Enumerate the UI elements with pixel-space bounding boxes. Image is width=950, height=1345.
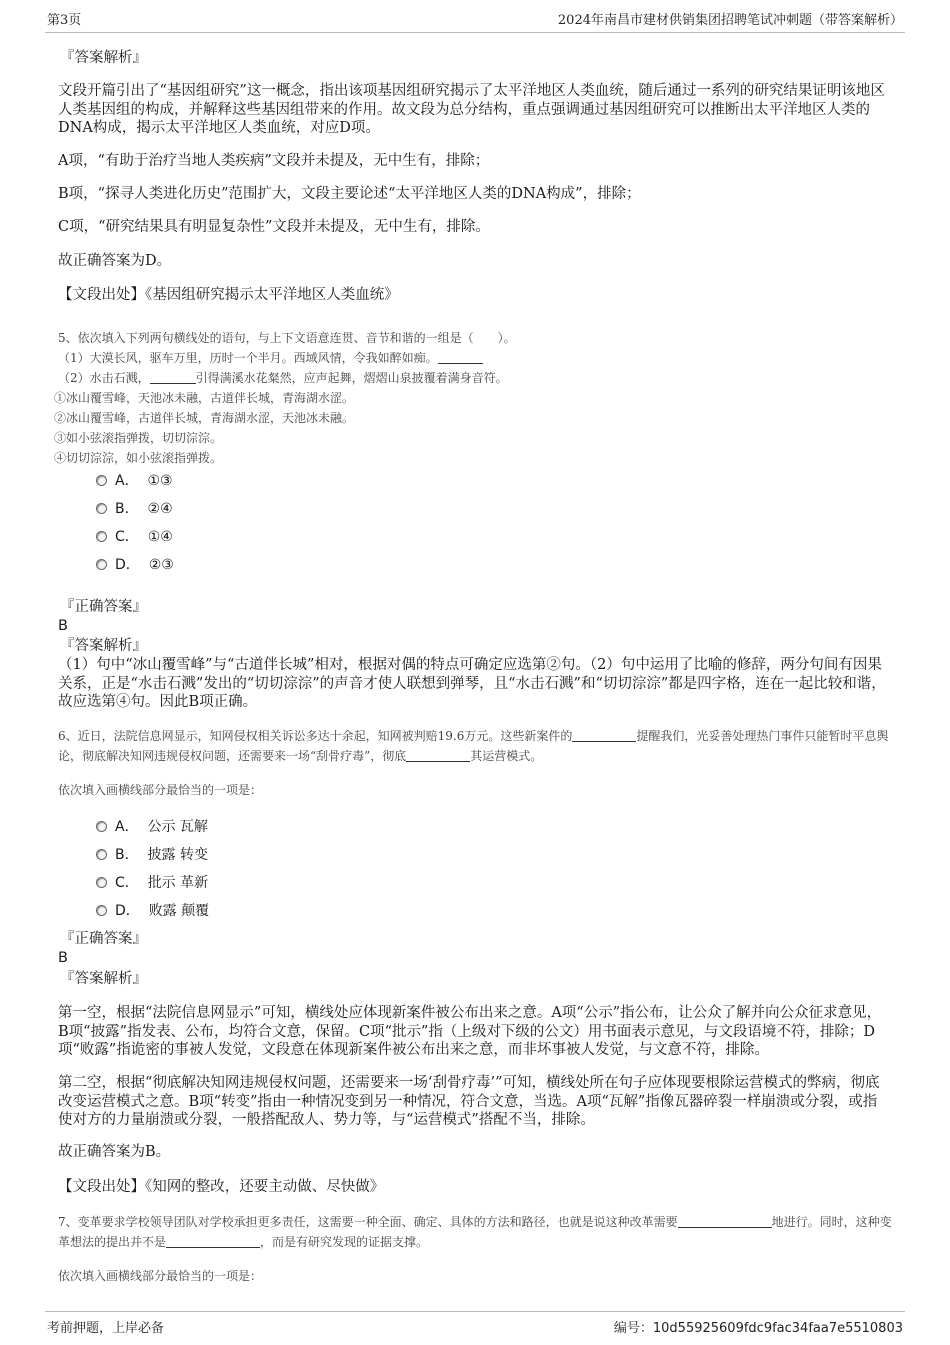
q6-blank-2 — [406, 748, 470, 762]
q5-item: ④切切淙淙，如小弦滚指弹拨。 — [54, 451, 223, 465]
q5-answer: B — [58, 618, 68, 634]
q7-blank-2 — [166, 1234, 260, 1248]
q4-answer-line: 故正确答案为D。 — [58, 253, 172, 269]
q5-item: ③如小弦滚指弹拨，切切淙淙。 — [54, 431, 223, 445]
q5-stem: 5、依次填入下列两句横线处的语句，与上下文语意连贯、音节和谐的一组是（ ）。 — [58, 331, 516, 345]
q7-stem: 7、变革要求学校领导团队对学校承担更多责任，这需要一种全面、确定、具体的方法和路径，也就是说这种改革需要 地进行。同时，这种变革想法的提出并不是 ，而是有研究发现的证据支撑。 — [58, 1215, 892, 1249]
page-header — [45, 10, 905, 33]
q7-blank-1 — [678, 1214, 772, 1228]
document-title: 2024年南昌市建材供销集团招聘笔试冲刺题（带答案解析） — [557, 13, 903, 28]
q6-option-d[interactable]: D． 败露 颠覆 — [96, 902, 209, 920]
q5-item: ②冰山覆雪峰，古道伴长城，青海湖水涩，天池冰未融。 — [54, 411, 355, 425]
radio-icon[interactable] — [96, 559, 107, 570]
q6-option-c[interactable]: C． 批示 革新 — [96, 874, 208, 892]
q5-analysis-title: 『答案解析』 — [60, 638, 147, 654]
q4-analysis-para2: A项，“有助于治疗当地人类疾病”文段并未提及，无中生有，排除； — [58, 153, 490, 169]
q5-line2: （2）水击石溅， 引得满溪水花粲然，应声起舞，熠熠山泉披覆着满身音符。 — [58, 371, 508, 385]
q6-analysis-para1: 第一空，根据“法院信息网显示”可知，横线处应体现新案件被公布出来之意。A项“公示”指公布，让公众了解并向公众征求意见，B项“披露”指发表、公布，均符合文意，保留。C项“批示”指（上级对下级的公文）用书面表示意见，与文段语境不符，排除；D项“败露”指诡密的事被人发觉，文段意在体现新案件被公布出来之意，而非坏事被人发觉，与文意不符，排除。 — [58, 1005, 882, 1058]
radio-icon[interactable] — [96, 475, 107, 486]
q6-answer: B — [58, 950, 68, 966]
q6-option-a[interactable]: A． 公示 瓦解 — [96, 818, 208, 836]
page-number: 第3页 — [47, 13, 82, 28]
radio-icon[interactable] — [96, 877, 107, 888]
q4-analysis-para1: 文段开篇引出了“基因组研究”这一概念，指出该项基因组研究揭示了太平洋地区人类血统，随后通过一系列的研究结果证明该地区人类基因组的构成，并解释这些基因组带来的作用。故文段为总分结构，重点强调通过基因组研究可以推断出太平洋地区人类的DNA构成，揭示太平洋地区人类血统，对应D项。 — [58, 83, 885, 136]
q5-option-d[interactable]: D． ②③ — [96, 556, 174, 574]
q5-analysis: （1）句中“冰山覆雪峰”与“古道伴长城”相对，根据对偶的特点可确定应选第②句。（2）句中运用了比喻的修辞，两分句间有因果关系，正是“水击石溅”发出的“切切淙淙”的声音才使人联想到弹琴，且“水击石溅”和“切切淙淙”都是四字格，连在一起比较和谐，故应选第④句。因此B项正确。 — [58, 657, 886, 710]
document-code: 编号：10d55925609fdc9fac34faa7e5510803 — [613, 1321, 903, 1336]
page-footer — [45, 1311, 905, 1340]
q5-answer-title: 『正确答案』 — [60, 599, 147, 615]
q6-stem: 6、近日，法院信息网显示，知网侵权相关诉讼多达十余起，知网被判赔19.6万元。这些新案件的 提醒我们，光妥善处理热门事件只能暂时平息舆论，彻底解决知网违规侵权问题，还需要来一场“刮骨疗毒”，彻底 其运营模式。 — [58, 729, 889, 763]
q5-option-c[interactable]: C． ①④ — [96, 528, 173, 546]
q5-line1: （1）大漠长风，驱车万里，历时一个半月。西域风情，令我如醉如痴。 — [58, 348, 483, 368]
radio-icon[interactable] — [96, 821, 107, 832]
q6-prompt: 依次填入画横线部分最恰当的一项是： — [58, 783, 263, 797]
q4-analysis-para4: C项，“研究结果具有明显复杂性”文段并未提及，无中生有，排除。 — [58, 219, 490, 235]
q5-blank-1 — [438, 350, 483, 364]
q6-blank-1 — [572, 728, 636, 742]
q4-source: 【文段出处】《基因组研究揭示太平洋地区人类血统》 — [58, 287, 399, 303]
q5-option-a[interactable]: A． ①③ — [96, 472, 173, 490]
q5-item: ①冰山覆雪峰，天池冰未融，古道伴长城，青海湖水涩。 — [54, 391, 355, 405]
q6-answer-title: 『正确答案』 — [60, 931, 147, 947]
q7-prompt: 依次填入画横线部分最恰当的一项是： — [58, 1269, 263, 1283]
radio-icon[interactable] — [96, 503, 107, 514]
q5-option-b[interactable]: B． ②④ — [96, 500, 173, 518]
q6-option-b[interactable]: B． 披露 转变 — [96, 846, 208, 864]
q4-analysis-para3: B项，“探寻人类进化历史”范围扩大，文段主要论述“太平洋地区人类的DNA构成”，排除； — [58, 186, 641, 202]
radio-icon[interactable] — [96, 849, 107, 860]
q6-answer-line: 故正确答案为B。 — [58, 1144, 171, 1160]
q5-blank-2 — [150, 370, 196, 384]
radio-icon[interactable] — [96, 905, 107, 916]
q6-source: 【文段出处】《知网的整改，还要主动做、尽快做》 — [58, 1179, 385, 1195]
q6-analysis-para2: 第二空，根据“彻底解决知网违规侵权问题，还需要来一场‘刮骨疗毒’”可知，横线处所在句子应体现要根除运营模式的弊病，彻底改变运营模式之意。B项“转变”指由一种情况变到另一种情况，符合文意，当选。A项“瓦解”指像瓦器碎裂一样崩溃或分裂，或指使对方的力量崩溃或分裂，一般搭配敌人、势力等，与“运营模式”搭配不当，排除。 — [58, 1075, 880, 1128]
footer-slogan: 考前押题，上岸必备 — [47, 1321, 165, 1336]
radio-icon[interactable] — [96, 531, 107, 542]
q6-analysis-title: 『答案解析』 — [60, 971, 147, 987]
q4-analysis-title: 『答案解析』 — [60, 50, 147, 66]
